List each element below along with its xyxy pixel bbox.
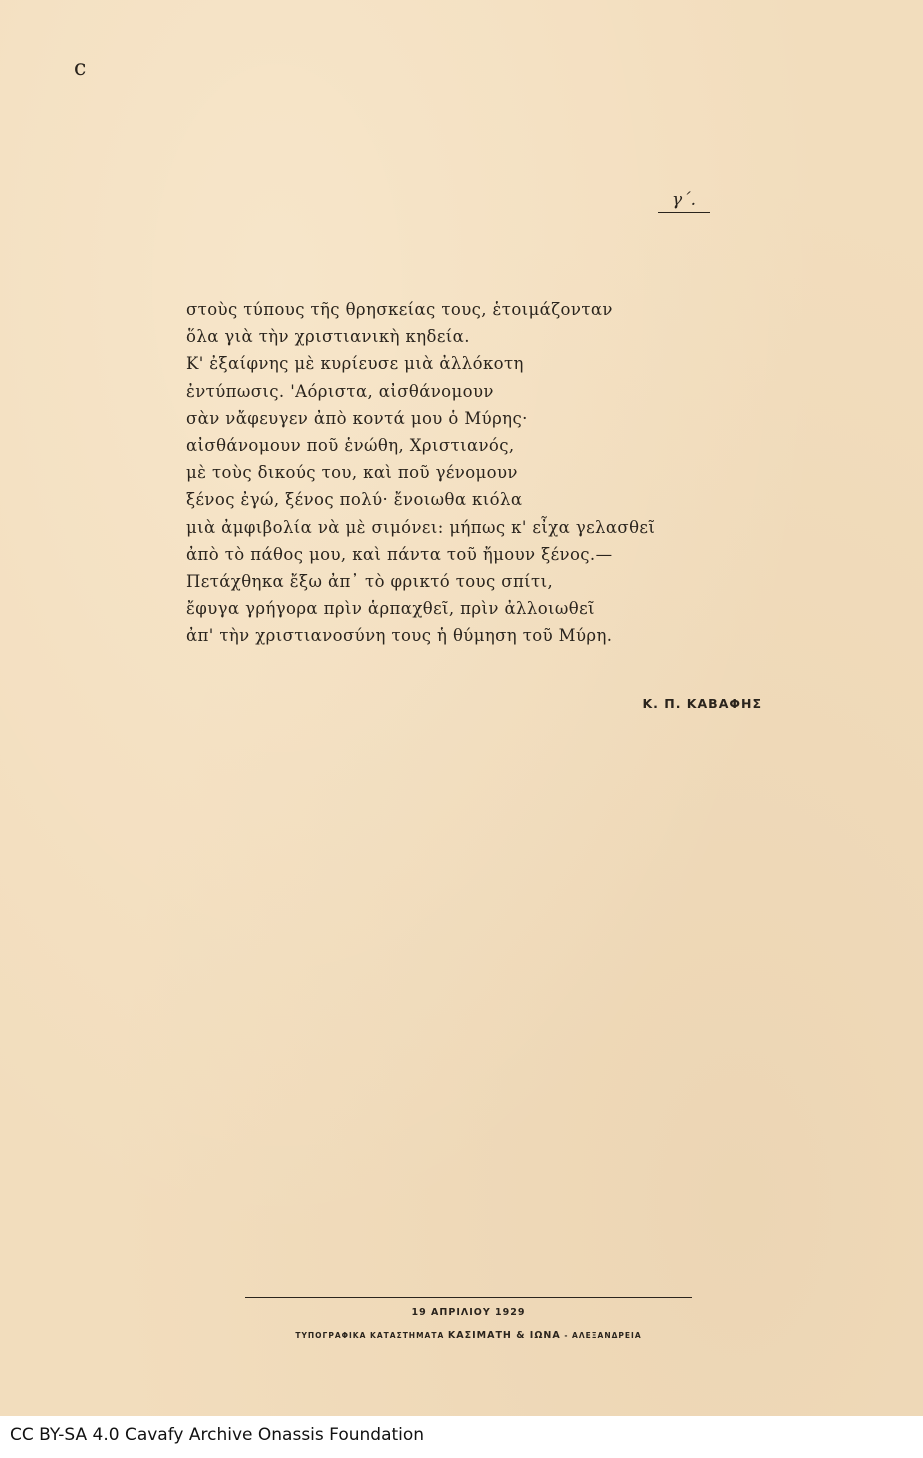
credit-bar (0, 1416, 923, 1458)
poem-line: ἔφυγα γρήγορα πρὶν ἁρπαχθεῖ, πρὶν ἀλλοιωθεῖ (186, 599, 595, 619)
footer-date: 19 ΑΠΡΙΛΙΟΥ 1929 (411, 1307, 526, 1318)
poem-line: Κ' ἐξαίφνης μὲ κυρίευσε μιὰ ἀλλόκοτη (186, 354, 524, 374)
printer-prefix: ΤΥΠΟΓΡΑΦΙΚΑ ΚΑΤΑΣΤΗΜΑΤΑ (295, 1331, 445, 1340)
license-credit: CC BY-SA 4.0 Cavafy Archive Onassis Foundation (10, 1425, 425, 1445)
poem-line: σὰν νἄφευγεν ἀπὸ κοντά μου ὁ Μύρης· (186, 408, 528, 428)
poem-text (186, 296, 746, 649)
printer-name: ΚΑΣΙΜΑΤΗ & ΙΩΝΑ (447, 1330, 561, 1341)
poem-line: ἐντύπωσις. 'Αόριστα, αἰσθάνομουν (186, 381, 494, 401)
page-number: γ΄. (658, 190, 710, 213)
poem-line: ξένος ἐγώ, ξένος πολύ· ἔνοιωθα κιόλα (186, 490, 523, 510)
author-signature: Κ. Π. ΚΑΒΑΦΗΣ (642, 696, 762, 711)
footer-printer-line (245, 1330, 692, 1341)
poem-line: μὲ τοὺς δικούς του, καὶ ποῦ γένομουν (186, 463, 518, 483)
poem-line: μιὰ ἀμφιβολία νὰ μὲ σιμόνει: μήπως κ' εἶχα γελασθεῖ (186, 517, 656, 537)
footer-divider (245, 1297, 692, 1298)
poem-line: ὅλα γιὰ τὴν χριστιανικὴ κηδεία. (186, 327, 470, 347)
poem-line: ἀπ' τὴν χριστιανοσύνη τους ἡ θύμηση τοῦ Μύρη. (186, 626, 613, 646)
printer-suffix: - ΑΛΕΞΑΝΔΡΕΙΑ (564, 1331, 642, 1340)
poem-line: Πετάχθηκα ἔξω ἀπ᾽ τὸ φρικτό τους σπίτι, (186, 571, 554, 591)
poem-line: στοὺς τύπους τῆς θρησκείας τους, ἑτοιμάζονταν (186, 300, 613, 319)
poem-line: ἀπὸ τὸ πάθος μου, καὶ πάντα τοῦ ἤμουν ξένος.— (186, 544, 613, 564)
corner-pencil-mark: ϲ (74, 56, 87, 81)
poem-line: αἰσθάνομουν ποῦ ἑνώθη, Χριστιανός, (186, 435, 515, 455)
